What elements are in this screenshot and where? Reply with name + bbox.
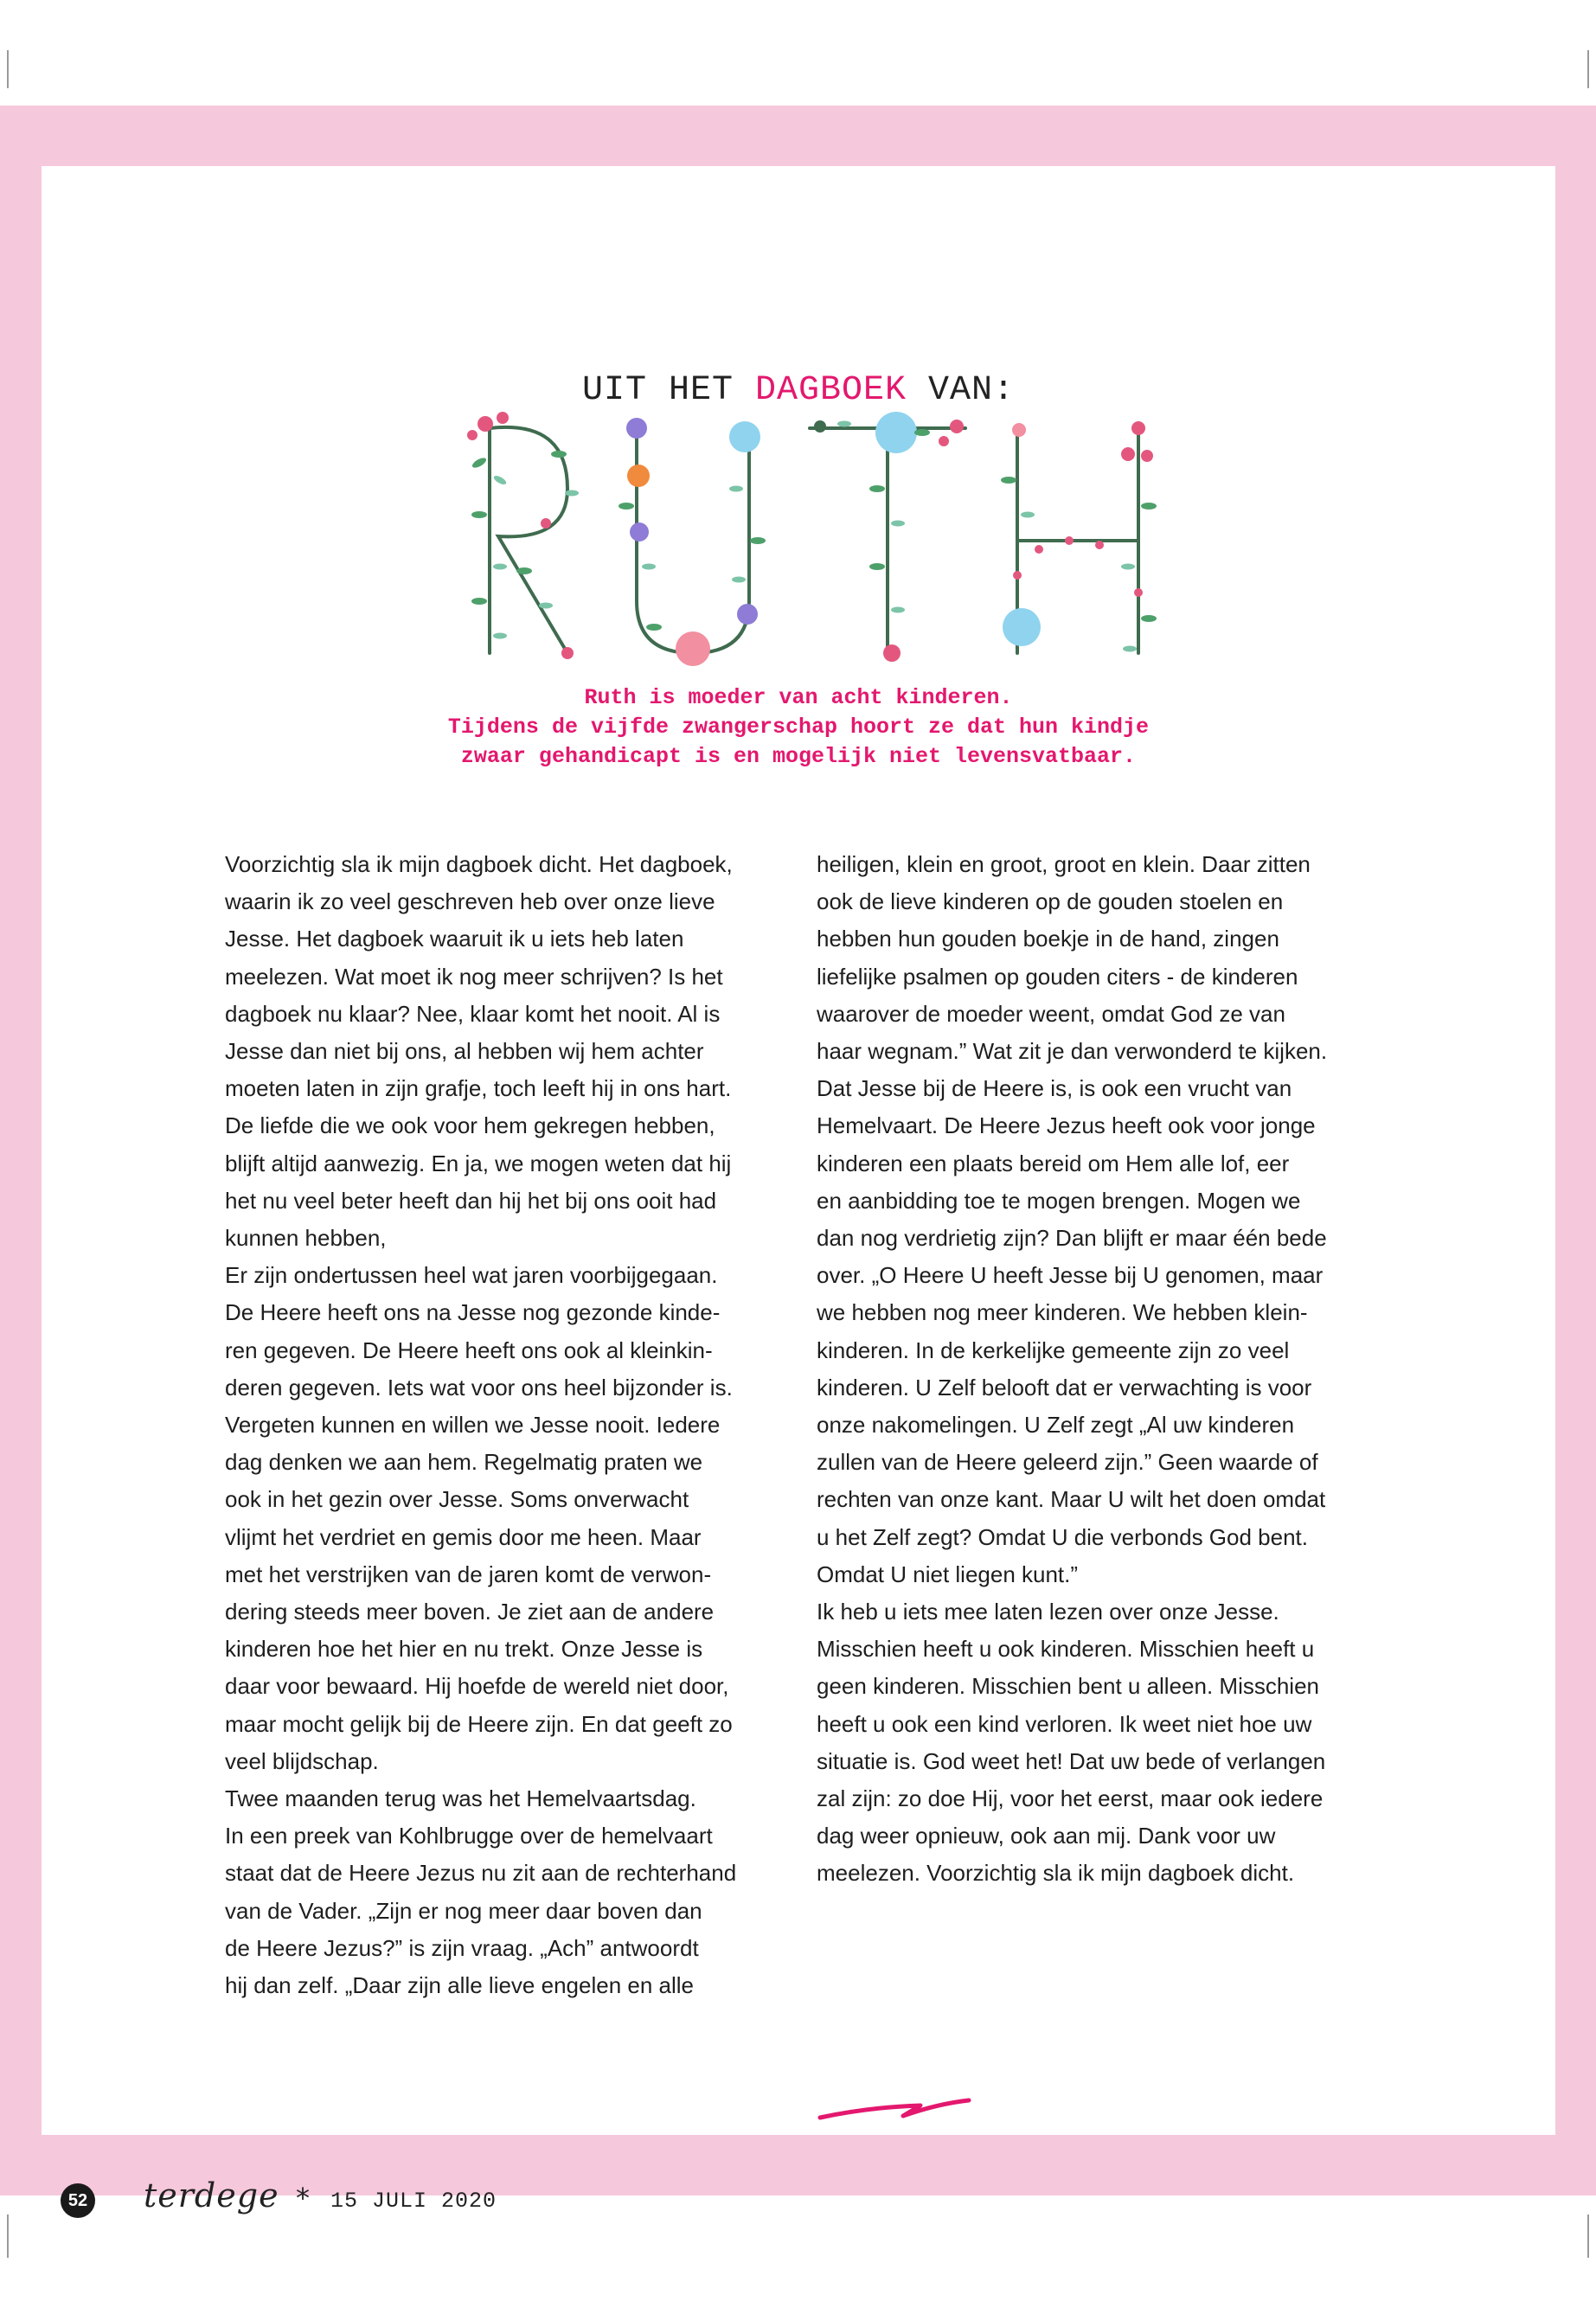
text-line: waarin ik zo veel geschreven heb over onze lieve	[225, 888, 715, 915]
text-line: moeten laten in zijn grafje, toch leeft hij in ons hart.	[225, 1075, 732, 1102]
article-column-right	[817, 846, 1388, 1893]
text-line: zal zijn: zo doe Hij, voor het eerst, maar ook iedere	[817, 1785, 1324, 1812]
end-mark-squiggle	[817, 2092, 972, 2123]
text-line: staat dat de Heere Jezus nu zit aan de rechterhand	[225, 1860, 737, 1887]
text-line: Omdat U niet liegen kunt.”	[817, 1561, 1079, 1587]
text-line: ren gegeven. De Heere heeft ons ook al kleinkin-	[225, 1336, 713, 1363]
intro-text	[42, 683, 1555, 772]
text-line: dag denken we aan hem. Regelmatig praten we	[225, 1449, 703, 1476]
text-line: Misschien heeft u ook kinderen. Misschien heeft u	[817, 1636, 1315, 1663]
text-line: onze nakomelingen. U Zelf zegt „Al uw kinderen	[817, 1412, 1295, 1439]
letter-h-art	[1001, 421, 1157, 653]
text-line: we hebben nog meer kinderen. We hebben klein-	[817, 1299, 1308, 1326]
text-line: dag weer opnieuw, ook aan mij. Dank voor uw	[817, 1823, 1276, 1849]
text-line: De Heere heeft ons na Jesse nog gezonde kinde-	[225, 1299, 721, 1326]
text-line: In een preek van Kohlbrugge over de hemelvaart	[225, 1823, 713, 1849]
crop-mark-top-right	[1587, 50, 1589, 88]
text-line: kinderen. U Zelf belooft dat er verwachting is voor	[817, 1374, 1312, 1400]
text-line: de Heere Jezus?” is zijn vraag. „Ach” antwoordt	[225, 1934, 699, 1961]
letter-u-art	[619, 418, 766, 666]
letter-t-art	[810, 412, 965, 662]
text-line: daar voor bewaard. Hij hoefde de wereld niet door,	[225, 1673, 729, 1700]
text-line: ook in het gezin over Jesse. Soms onverwacht	[225, 1486, 689, 1513]
text-line: Voorzichtig sla ik mijn dagboek dicht. Het dagboek,	[225, 851, 733, 877]
intro-line: zwaar gehandicapt is en mogelijk niet levensvatbaar.	[460, 744, 1137, 769]
text-line: haar wegnam.” Wat zit je dan verwonderd te kijken.	[817, 1038, 1328, 1065]
issue-date: 15 JULI 2020	[330, 2189, 497, 2214]
article-column-left	[225, 846, 796, 2004]
text-line: en aanbidding toe te mogen brengen. Mogen we	[817, 1187, 1301, 1214]
text-line: waarover de moeder weent, omdat God ze van	[817, 1000, 1285, 1027]
text-line: deren gegeven. Iets wat voor ons heel bijzonder is.	[225, 1374, 733, 1400]
text-line: maar mocht gelijk bij de Heere zijn. En dat geeft zo	[225, 1710, 733, 1737]
ruth-floral-title	[394, 394, 1242, 670]
text-line: dering steeds meer boven. Je ziet aan de andere	[225, 1599, 715, 1625]
pink-frame	[0, 106, 1596, 2214]
text-line: over. „O Heere U heeft Jesse bij U genomen, maar	[817, 1262, 1324, 1289]
text-line: het nu veel beter heeft dan hij het bij ons ooit had	[225, 1187, 717, 1214]
text-line: kinderen hoe het hier en nu trekt. Onze Jesse is	[225, 1636, 703, 1663]
text-line: Dat Jesse bij de Heere is, is ook een vrucht van	[817, 1075, 1292, 1102]
crop-mark-bottom-right	[1587, 2214, 1589, 2258]
intro-line: Ruth is moeder van acht kinderen.	[584, 685, 1013, 710]
text-line: met het verstrijken van de jaren komt de verwon-	[225, 1561, 712, 1587]
text-line: heiligen, klein en groot, groot en klein. Daar zitten	[817, 851, 1311, 877]
text-line: zullen van de Heere geleerd zijn.” Geen waarde of	[817, 1449, 1318, 1476]
text-line: kinderen een plaats bereid om Hem alle lof, eer	[817, 1150, 1290, 1176]
text-line: Jesse. Het dagboek waaruit ik u iets heb laten	[225, 926, 684, 952]
text-line: dan nog verdrietig zijn? Dan blijft er maar één bede	[817, 1225, 1327, 1252]
text-line: kinderen. In de kerkelijke gemeente zijn zo veel	[817, 1336, 1290, 1363]
text-line: van de Vader. „Zijn er nog meer daar boven dan	[225, 1897, 702, 1924]
text-line: Hemelvaart. De Heere Jezus heeft ook voor jonge	[817, 1112, 1316, 1139]
text-line: Vergeten kunnen en willen we Jesse nooit. Iedere	[225, 1412, 721, 1439]
text-line: rechten van onze kant. Maar U wilt het doen omdat	[817, 1486, 1326, 1513]
letter-r-art	[467, 412, 579, 659]
text-line: u het Zelf zegt? Omdat U die verbonds God bent.	[817, 1523, 1308, 1550]
magazine-logo: terdege	[144, 2176, 279, 2214]
text-line: situatie is. God weet het! Dat uw bede of verlangen	[817, 1747, 1326, 1774]
text-line: liefelijke psalmen op gouden citers - de kinderen	[817, 963, 1298, 990]
page-footer	[61, 2176, 580, 2221]
text-line: ook de lieve kinderen op de gouden stoelen en	[817, 888, 1284, 915]
crop-mark-bottom-left	[7, 2214, 9, 2258]
text-line: hebben hun gouden boekje in de hand, zingen	[817, 926, 1279, 952]
crop-mark-top-left	[7, 50, 9, 88]
text-line: veel blijdschap.	[225, 1747, 379, 1774]
separator-star-icon: *	[296, 2182, 310, 2214]
text-line: blijft altijd aanwezig. En ja, we mogen weten dat hij	[225, 1150, 732, 1176]
text-line: Jesse dan niet bij ons, al hebben wij hem achter	[225, 1038, 704, 1065]
heading-prefix: UIT HET	[581, 371, 755, 410]
page-number-badge: 52	[61, 2183, 95, 2218]
page-content	[42, 166, 1555, 2214]
heading-suffix: VAN:	[907, 371, 1016, 410]
text-line: hij dan zelf. „Daar zijn alle lieve engelen en alle	[225, 1972, 694, 1999]
text-line: Twee maanden terug was het Hemelvaartsdag.	[225, 1785, 696, 1812]
text-line: Ik heb u iets mee laten lezen over onze Jesse.	[817, 1599, 1279, 1625]
text-line: Er zijn ondertussen heel wat jaren voorbijgegaan.	[225, 1262, 718, 1289]
text-line: dagboek nu klaar? Nee, klaar komt het nooit. Al is	[225, 1000, 721, 1027]
text-line: meelezen. Voorzichtig sla ik mijn dagboek dicht.	[817, 1860, 1295, 1887]
text-line: heeft u ook een kind verloren. Ik weet niet hoe uw	[817, 1710, 1312, 1737]
text-line: vlijmt het verdriet en gemis door me heen. Maar	[225, 1523, 702, 1550]
text-line: meelezen. Wat moet ik nog meer schrijven? Is het	[225, 963, 723, 990]
heading-accent: DAGBOEK	[754, 371, 907, 410]
text-line: De liefde die we ook voor hem gekregen hebben,	[225, 1112, 715, 1139]
intro-line: Tijdens de vijfde zwangerschap hoort ze dat hun kindje	[447, 715, 1150, 740]
text-line: geen kinderen. Misschien bent u alleen. Misschien	[817, 1673, 1320, 1700]
text-line: kunnen hebben,	[225, 1225, 387, 1252]
